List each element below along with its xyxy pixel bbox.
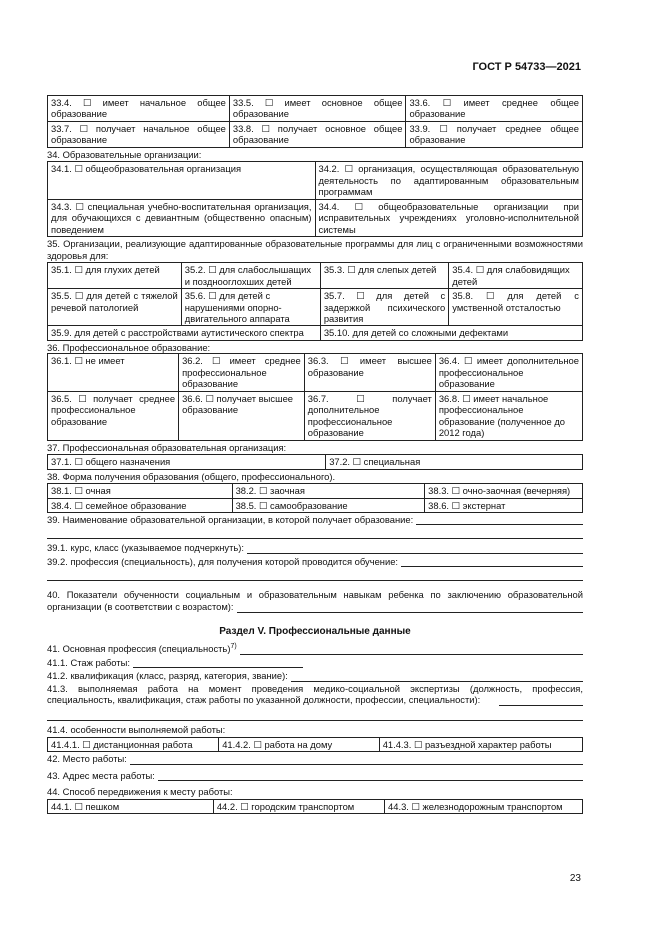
question-41-3-input[interactable] <box>499 693 583 706</box>
option-44-2[interactable]: 44.2. ☐ городским транспортом <box>213 799 384 813</box>
question-41-1-label: 41.1. Стаж работы: <box>47 656 130 668</box>
option-38-3[interactable]: 38.3. ☐ очно-заочная (вечерняя) <box>425 484 583 498</box>
option-34-4[interactable]: 34.4. ☐ общеобразовательные организации при исправительных учреждениях уголовно-исполнительной системы <box>315 199 583 236</box>
option-33-4[interactable]: 33.4. ☐ имеет начальное общее образование <box>48 96 230 122</box>
question-42-label: 42. Место работы: <box>47 753 127 765</box>
option-35-5[interactable]: 35.5. ☐ для детей с тяжелой речевой патологией <box>48 289 182 326</box>
section-38-title: 38. Форма получения образования (общего, профессионального). <box>47 470 336 482</box>
question-39-1-label: 39.1. курс, класс (указываемое подчеркнуть): <box>47 542 245 554</box>
question-43 <box>47 769 583 782</box>
option-33-8[interactable]: 33.8. ☐ получает основное общее образование <box>229 121 406 147</box>
question-39-input[interactable] <box>416 514 583 525</box>
question-41-1 <box>47 656 583 669</box>
table-row <box>48 354 583 391</box>
question-39-2-input-line2[interactable] <box>47 568 583 581</box>
table-row <box>48 455 583 469</box>
table-row <box>48 498 583 512</box>
question-43-label: 43. Адрес места работы: <box>47 769 155 781</box>
option-38-6[interactable]: 38.6. ☐ экстернат <box>425 498 583 512</box>
option-41-4-3[interactable]: 41.4.3. ☐ разъездной характер работы <box>379 737 582 751</box>
option-33-9[interactable]: 33.9. ☐ получает среднее общее образование <box>406 121 583 147</box>
table-36-grid <box>47 353 583 440</box>
option-35-2[interactable]: 35.2. ☐ для слабослышащих и позднооглохших детей <box>181 263 320 289</box>
standard-header: ГОСТ Р 54733—2021 <box>472 61 581 73</box>
question-41 <box>47 642 583 656</box>
table-row <box>48 484 583 498</box>
option-35-6[interactable]: 35.6. ☐ для детей с нарушениями опорно-двигательного аппарата <box>181 289 320 326</box>
question-39-1 <box>47 541 583 554</box>
option-35-3[interactable]: 35.3. ☐ для слепых детей <box>320 263 448 289</box>
question-41-2 <box>47 669 583 682</box>
question-43-input[interactable] <box>158 770 583 781</box>
question-42 <box>47 752 583 765</box>
option-36-4[interactable]: 36.4. ☐ имеет дополнительное профессиональное образование <box>435 354 582 391</box>
option-33-6[interactable]: 33.6. ☐ имеет среднее общее образование <box>406 96 583 122</box>
page-number: 23 <box>569 873 581 884</box>
option-38-1[interactable]: 38.1. ☐ очная <box>48 484 233 498</box>
option-34-3[interactable]: 34.3. ☐ специальная учебно-воспитательная организация, для обучающихся с девиантным (общественно опасным) поведением <box>48 199 316 236</box>
option-41-4-2[interactable]: 41.4.2. ☐ работа на дому <box>219 737 380 751</box>
table-row <box>48 121 583 147</box>
question-41-1-input[interactable] <box>133 657 303 668</box>
table-row <box>48 199 583 236</box>
table-34 <box>47 161 583 237</box>
question-41-4-label: 41.4. особенности выполняемой работы: <box>47 724 226 736</box>
question-42-input[interactable] <box>130 754 583 765</box>
question-39-input-line2[interactable] <box>47 526 583 539</box>
option-35-10[interactable]: 35.10. для детей со сложными дефектами <box>320 326 582 340</box>
table-41-4 <box>47 737 583 752</box>
table-row <box>48 162 583 199</box>
option-35-8[interactable]: 35.8. ☐ для детей с умственной отсталостью <box>449 289 583 326</box>
option-34-2[interactable]: 34.2. ☐ организация, осуществляющая образовательную деятельность по адаптированным образовательным программам <box>315 162 583 199</box>
question-39-1-input[interactable] <box>247 543 583 554</box>
section-34-title: 34. Образовательные организации: <box>47 148 202 160</box>
question-41-2-label: 41.2. квалификация (класс, разряд, категория, звание): <box>47 670 288 682</box>
option-35-1[interactable]: 35.1. ☐ для глухих детей <box>48 263 182 289</box>
section-37-title: 37. Профессиональная образовательная организация: <box>47 441 287 453</box>
table-row <box>48 289 583 326</box>
question-39-2 <box>47 555 583 568</box>
option-35-9[interactable]: 35.9. для детей с расстройствами аутистического спектра <box>48 326 321 340</box>
question-41-3-input-line2[interactable] <box>47 708 583 721</box>
question-41-2-input[interactable] <box>291 671 583 682</box>
section-5-title: Раздел V. Профессиональные данные <box>219 625 411 637</box>
option-38-4[interactable]: 38.4. ☐ семейное образование <box>48 498 233 512</box>
option-37-1[interactable]: 37.1. ☐ общего назначения <box>48 455 326 469</box>
question-39-2-input[interactable] <box>401 556 583 567</box>
section-36-title: 36. Профессиональное образование: <box>47 341 211 353</box>
option-36-8[interactable]: 36.8. ☐ имеет начальное профессиональное образование (полученное до 2012 года) <box>435 391 582 440</box>
option-33-7[interactable]: 33.7. ☐ получает начальное общее образование <box>48 121 230 147</box>
question-41-label: 41. Основная профессия (специальность) <box>47 643 231 655</box>
option-38-2[interactable]: 38.2. ☐ заочная <box>232 484 425 498</box>
option-36-7[interactable]: 36.7. ☐ получает дополнительное профессиональное образование <box>304 391 435 440</box>
footnote-ref: 7) <box>230 643 237 650</box>
option-44-3[interactable]: 44.3. ☐ железнодорожным транспортом <box>385 799 583 813</box>
option-36-2[interactable]: 36.2. ☐ имеет среднее профессиональное образование <box>179 354 305 391</box>
table-row <box>48 391 583 440</box>
table-row <box>48 799 583 813</box>
option-41-4-1[interactable]: 41.4.1. ☐ дистанционная работа <box>48 737 219 751</box>
table-row <box>48 737 583 751</box>
table-row <box>48 263 583 289</box>
question-44-label: 44. Способ передвижения к месту работы: <box>47 786 233 798</box>
option-37-2[interactable]: 37.2. ☐ специальная <box>326 455 583 469</box>
question-39-label: 39. Наименование образовательной организации, в которой получает образование: <box>47 514 414 525</box>
question-40-label: 40. Показатели обученности социальным и образовательным навыкам ребенка по заключению образовательной организации (в соответствии с возрастом): <box>47 589 583 612</box>
table-row <box>48 326 583 340</box>
question-41-input[interactable] <box>240 644 583 655</box>
question-39-2-label: 39.2. профессия (специальность), для получения которой проводится обучение: <box>47 555 399 567</box>
question-39 <box>47 513 583 526</box>
option-36-1[interactable]: 36.1. ☐ не имеет <box>48 354 179 391</box>
table-44 <box>47 799 583 814</box>
table-33 <box>47 95 583 148</box>
table-35 <box>47 262 583 341</box>
option-36-5[interactable]: 36.5. ☐ получает среднее профессиональное образование <box>48 391 179 440</box>
option-38-5[interactable]: 38.5. ☐ самообразование <box>232 498 425 512</box>
section-35-title: 35. Организации, реализующие адаптированные образовательные программы для лиц с ограниченными возможностями здоровья для: <box>47 238 583 261</box>
option-35-4[interactable]: 35.4. ☐ для слабовидящих детей <box>449 263 583 289</box>
option-44-1[interactable]: 44.1. ☐ пешком <box>48 799 214 813</box>
question-41-3-label: 41.3. выполняемая работа на момент проведения медико-социальной экспертизы (должность, профессия, специальность, квалификация, стаж работы по указанной должности, профессии, специальности): <box>47 682 583 705</box>
option-34-1[interactable]: 34.1. ☐ общеобразовательная организация <box>48 162 316 199</box>
option-36-3[interactable]: 36.3. ☐ имеет высшее образование <box>304 354 435 391</box>
option-35-7[interactable]: 35.7. ☐ для детей с задержкой психического развития <box>320 289 448 326</box>
table-row <box>48 96 583 122</box>
table-37 <box>47 454 583 469</box>
table-38 <box>47 483 583 513</box>
option-36-6[interactable]: 36.6. ☐ получает высшее образование <box>179 391 305 440</box>
form-content <box>47 95 583 814</box>
option-33-5[interactable]: 33.5. ☐ имеет основное общее образование <box>229 96 406 122</box>
